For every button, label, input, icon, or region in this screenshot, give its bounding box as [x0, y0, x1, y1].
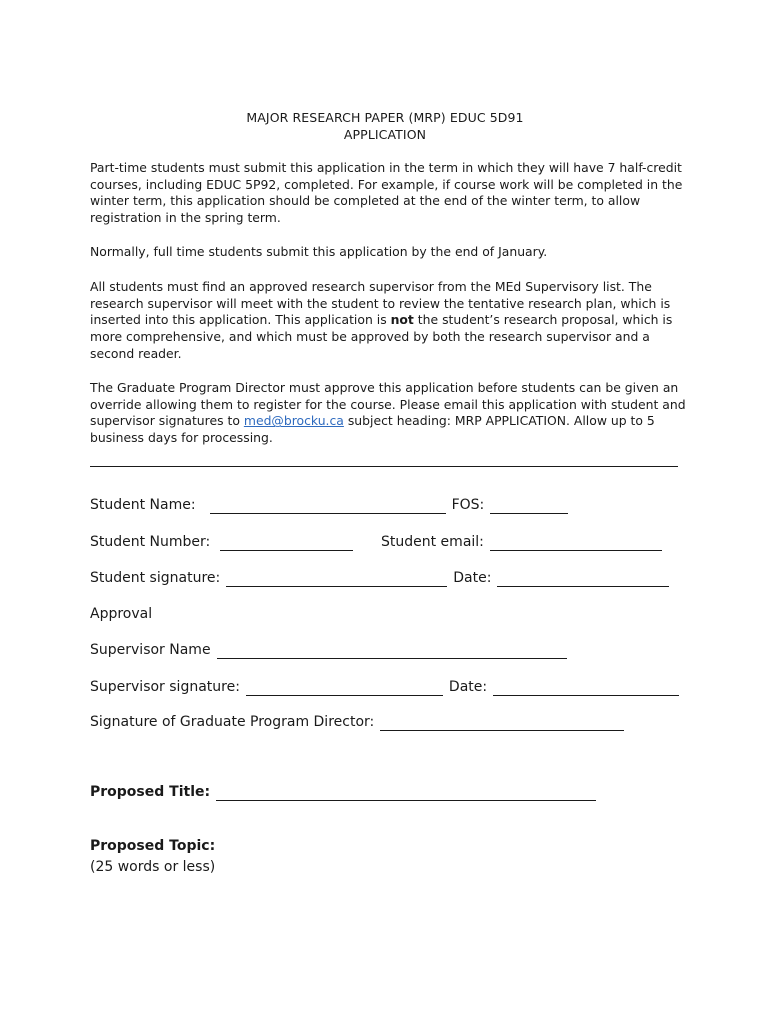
student-date-field[interactable] [497, 572, 669, 587]
paragraph-part-time: Part-time students must submit this application in the term in which they will have 7 half-credit courses, including EDUC 5P92, completed. For example, if course work will be completed in the winter term, this application should be completed at the end of the winter term, to allow registration in the spring term. [90, 160, 683, 226]
supervisor-signature-label: Supervisor signature: [90, 679, 240, 695]
title-line-2: APPLICATION [343, 127, 427, 142]
supervisor-date-label: Date: [448, 679, 488, 695]
p3-bold-not: not [390, 312, 414, 328]
proposed-topic-note: (25 words or less) [90, 859, 216, 875]
paragraph-director [90, 380, 690, 447]
student-name-row [90, 496, 568, 514]
p3-text-after: the student’s research proposal, which is more comprehensive, and which must be approved by both the research supervisor and a second reader. [90, 312, 673, 361]
student-signature-row [90, 569, 669, 587]
supervisor-name-label: Supervisor Name [90, 642, 211, 658]
director-signature-label: Signature of Graduate Program Director: [90, 714, 375, 730]
fos-field[interactable] [490, 499, 568, 514]
student-date-label: Date: [453, 570, 492, 586]
student-number-field[interactable] [220, 536, 353, 551]
student-number-label: Student Number: [90, 534, 211, 550]
document-title [0, 109, 770, 143]
proposed-title-field[interactable] [216, 786, 596, 801]
fos-label: FOS: [451, 497, 485, 513]
student-name-field[interactable] [210, 499, 446, 514]
student-signature-field[interactable] [226, 572, 447, 587]
director-signature-row [90, 713, 624, 731]
student-email-field[interactable] [490, 536, 662, 551]
p3-text-before: All students must find an approved research supervisor from the MEd Supervisory list. The research supervisor will meet with the student to review the tentative research plan, which is inserted into this application. This application is [90, 279, 671, 328]
approval-heading: Approval [90, 606, 153, 622]
proposed-title-label: Proposed Title: [90, 784, 211, 800]
proposed-title-row [90, 783, 596, 801]
paragraph-full-time: Normally, full time students submit this application by the end of January. [90, 244, 548, 259]
title-line-1: MAJOR RESEARCH PAPER (MRP) EDUC 5D91 [246, 110, 524, 125]
supervisor-name-field[interactable] [217, 644, 567, 659]
student-name-label: Student Name: [90, 497, 196, 513]
section-divider [90, 466, 678, 467]
student-email-row [381, 533, 662, 551]
p4-text-before: The Graduate Program Director must approve this application before students can be given an override allowing them to register for the course. Please email this application with student and supervisor signatures to [90, 380, 686, 429]
supervisor-date-field[interactable] [493, 681, 679, 696]
p4-text-after: subject heading: MRP APPLICATION. Allow up to 5 business days for processing. [90, 413, 655, 446]
student-number-row [90, 533, 353, 551]
director-signature-field[interactable] [380, 716, 624, 731]
email-link[interactable]: med@brocku.ca [243, 413, 344, 429]
supervisor-name-row [90, 641, 567, 659]
proposed-topic-label: Proposed Topic: [90, 838, 216, 854]
supervisor-signature-field[interactable] [246, 681, 443, 696]
student-email-label: Student email: [381, 534, 484, 550]
student-signature-label: Student signature: [90, 570, 221, 586]
supervisor-signature-row [90, 678, 679, 696]
paragraph-supervisor [90, 279, 690, 363]
